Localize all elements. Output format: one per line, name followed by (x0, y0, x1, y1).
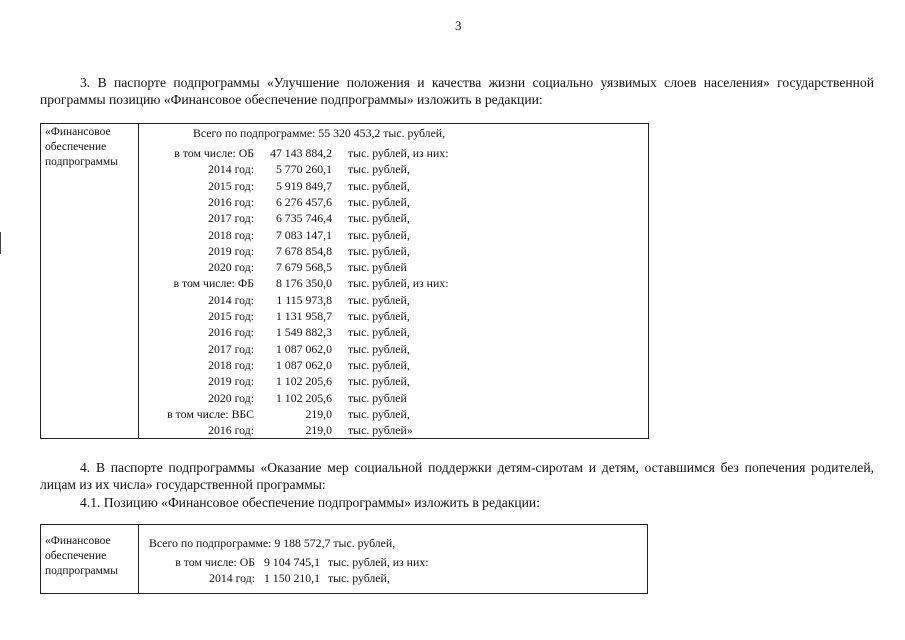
row-unit: тыс. рублей, (348, 341, 410, 356)
section-3-text: 3. В паспорте подпрограммы «Улучшение положения и качества жизни социально уязвимых слоев населения» государственной программы позицию «Финансовое обеспечение подпрограммы» изложить в редакции: (40, 75, 874, 107)
financing-body-cell (139, 124, 648, 438)
financing-label-cell (41, 525, 139, 593)
financing-row (139, 390, 639, 406)
row-value: 1 102 205,6 (275, 390, 332, 405)
row-value: 7 678 854,8 (275, 243, 332, 258)
financing-row (139, 292, 639, 308)
row-unit: тыс. рублей, (328, 571, 390, 585)
row-value: 219,0 (305, 423, 332, 438)
financing-table-1 (40, 123, 649, 439)
row-value: 47 143 884,2 (270, 146, 332, 160)
financing-row (139, 341, 639, 357)
financing-row (139, 161, 639, 177)
row-label: 2019 год: (208, 374, 254, 389)
row-value: 219,0 (305, 406, 332, 421)
financing-row (139, 243, 639, 259)
financing-row (139, 194, 639, 210)
financing-table-2 (40, 524, 648, 594)
row-unit: тыс. рублей» (348, 423, 413, 438)
financing-label-cell (41, 124, 139, 438)
row-value: 5 919 849,7 (275, 178, 332, 193)
row-label: 2020 год: (208, 260, 254, 275)
row-label: 2014 год: (208, 162, 254, 177)
row-value: 1 102 205,6 (275, 374, 332, 389)
row-label: 2015 год: (208, 309, 254, 323)
row-label: 2014 год: (209, 571, 255, 585)
financing-row (139, 275, 639, 291)
label-line: подпрограммы (45, 565, 118, 577)
row-unit: тыс. рублей, из них: (348, 276, 449, 291)
row-value: 8 176 350,0 (275, 276, 332, 291)
row-unit: тыс. рублей (348, 390, 407, 405)
row-unit: тыс. рублей, (348, 406, 410, 421)
row-unit: тыс. рублей, (348, 292, 410, 307)
margin-mark (0, 232, 1, 254)
row-value: 1 150 210,1 (263, 571, 320, 585)
row-unit: тыс. рублей, (348, 325, 410, 340)
row-unit: тыс. рублей (348, 260, 407, 275)
page-number: 3 (455, 18, 462, 33)
row-value: 7 679 568,5 (275, 260, 332, 275)
financing-row (139, 570, 639, 586)
financing-row (139, 422, 639, 438)
row-label: в том числе: ОБ (175, 555, 255, 569)
row-unit: тыс. рублей, (348, 194, 410, 209)
row-unit: тыс. рублей, (348, 211, 410, 226)
financing-row (139, 357, 639, 373)
row-value: 6 735 746,4 (275, 211, 332, 226)
section-4-paragraph (40, 459, 874, 493)
row-label: в том числе: ВБС (167, 406, 254, 421)
financing-row (139, 406, 639, 422)
row-unit: тыс. рублей, (348, 243, 410, 258)
row-unit: тыс. рублей, (348, 227, 410, 242)
row-label: 2016 год: (208, 423, 254, 438)
row-label: 2016 год: (208, 325, 254, 340)
row-label: 2018 год: (208, 227, 254, 242)
row-label: 2016 год: (208, 194, 254, 209)
section-4-1-text: 4.1. Позицию «Финансовое обеспечение подпрограммы» изложить в редакции: (80, 495, 540, 510)
section-3-paragraph (40, 74, 874, 108)
section-4-text: 4. В паспорте подпрограммы «Оказание мер социальной поддержки детям-сиротам и детям, оставшимся без попечения родителей, лицам из их числа» государственной программы: (40, 460, 874, 492)
row-value: 1 131 958,7 (275, 309, 332, 323)
row-value: 1 087 062,0 (275, 357, 332, 372)
row-value: 1 115 973,8 (276, 292, 332, 307)
row-label: 2015 год: (208, 178, 254, 193)
total-line: Всего по подпрограмме: 55 320 453,2 тыс. рублей, (193, 126, 446, 140)
row-unit: тыс. рублей, (348, 178, 410, 193)
row-unit: тыс. рублей, (348, 162, 410, 177)
financing-row (139, 259, 639, 275)
row-label: в том числе: ФБ (173, 276, 254, 291)
label-line: «Финансовое (45, 126, 111, 138)
row-unit: тыс. рублей, (348, 309, 410, 323)
label-line: обеспечение (45, 141, 107, 153)
financing-row (139, 554, 639, 570)
row-value: 6 276 457,6 (275, 194, 332, 209)
row-value: 1 087 062,0 (275, 341, 332, 356)
row-label: в том числе: ОБ (174, 146, 254, 160)
row-unit: тыс. рублей, из них: (328, 555, 429, 569)
financing-row (139, 373, 639, 389)
label-line: подпрограммы (45, 156, 118, 168)
row-unit: тыс. рублей, (348, 374, 410, 389)
financing-row (139, 227, 639, 243)
financing-row (139, 308, 639, 324)
row-label: 2014 год: (208, 292, 254, 307)
financing-row (139, 210, 639, 226)
row-label: 2017 год: (208, 211, 254, 226)
row-label: 2019 год: (208, 243, 254, 258)
label-line: «Финансовое (45, 535, 111, 547)
row-label: 2017 год: (208, 341, 254, 356)
row-unit: тыс. рублей, из них: (348, 146, 449, 160)
row-value: 9 104 745,1 (263, 555, 320, 569)
row-unit: тыс. рублей, (348, 357, 410, 372)
row-label: 2018 год: (208, 357, 254, 372)
financing-row (139, 178, 639, 194)
financing-body-cell (139, 525, 647, 593)
row-label: 2020 год: (208, 390, 254, 405)
row-value: 5 770 260,1 (275, 162, 332, 177)
financing-row (139, 324, 639, 340)
row-value: 1 549 882,3 (275, 325, 332, 340)
row-value: 7 083 147,1 (275, 227, 332, 242)
financing-row (139, 145, 639, 161)
label-line: обеспечение (45, 550, 107, 562)
total-line: Всего по подпрограмме: 9 188 572,7 тыс. рублей, (149, 536, 396, 550)
